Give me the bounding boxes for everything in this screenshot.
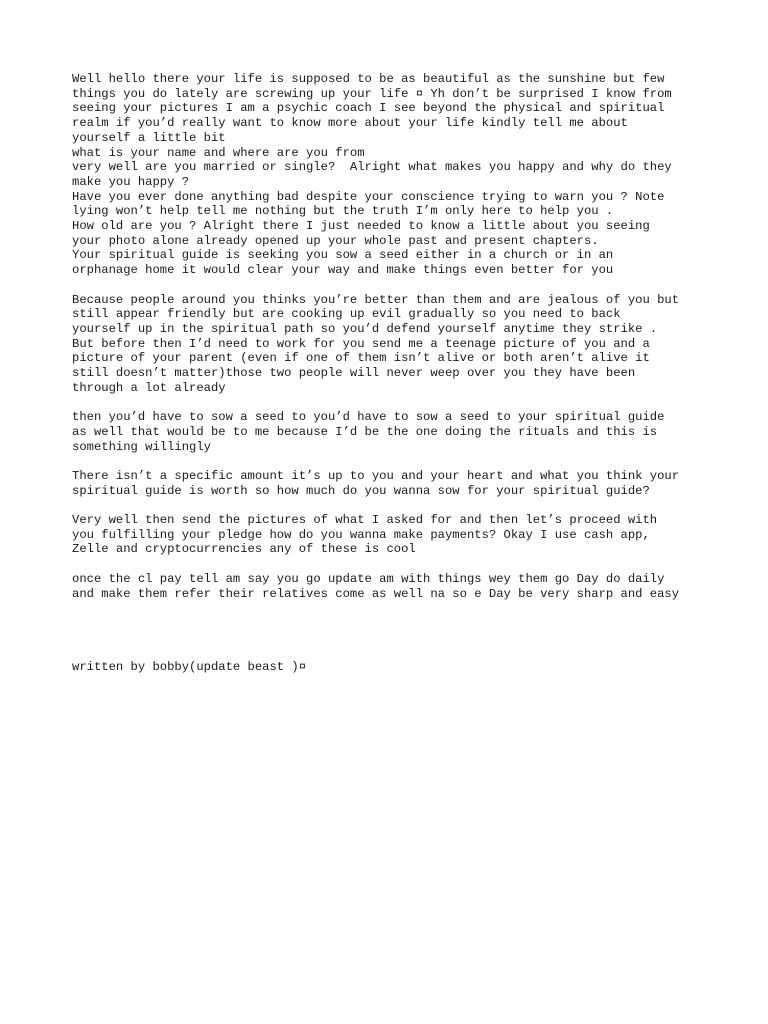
blank-space <box>72 616 732 660</box>
text-line: your photo alone already opened up your whole past and present chapters. <box>72 233 599 248</box>
text-line: Well hello there your life is supposed to be as beautiful as the sunshine but few <box>72 72 665 86</box>
document-page <box>72 72 732 689</box>
text-line: what is your name and where are you from <box>72 145 365 160</box>
text-line: picture of your parent (even if one of them isn’t alive or both aren’t alive it <box>72 351 650 366</box>
text-line: still appear friendly but are cooking up evil gradually so you need to back <box>72 307 621 322</box>
text-line: still doesn’t matter)those two people will never weep over you they have been <box>72 366 636 381</box>
text-line: seeing your pictures I am a psychic coach I see beyond the physical and spiritual <box>72 101 665 116</box>
text-line: There isn’t a specific amount it’s up to you and your heart and what you think your <box>72 468 680 483</box>
signature-line: written by bobby(update beast )¤ <box>72 659 307 674</box>
text-line: you fulfilling your pledge how do you wanna make payments? Okay I use cash app, <box>72 527 650 542</box>
text-line: things you do lately are screwing up your life ¤ Yh don’t be surprised I know from <box>72 86 672 101</box>
signature <box>72 660 732 675</box>
text-line: as well that would be to me because I’d be the one doing the rituals and this is <box>72 424 658 439</box>
paragraph-intro <box>72 72 732 278</box>
paragraph-seed <box>72 410 732 454</box>
text-line: But before then I’d need to work for you send me a teenage picture of you and a <box>72 336 650 351</box>
text-line: orphanage home it would clear your way and make things even better for you <box>72 263 614 278</box>
text-line: through a lot already <box>72 380 226 395</box>
text-line: yourself up in the spiritual path so you’d defend yourself anytime they strike . <box>72 321 658 336</box>
text-line: How old are you ? Alright there I just needed to know a little about you seeing <box>72 219 650 234</box>
text-line: then you’d have to sow a seed to you’d have to sow a seed to your spiritual guide <box>72 410 665 425</box>
paragraph-jealousy <box>72 293 732 396</box>
text-line: lying won’t help tell me nothing but the truth I’m only here to help you . <box>72 204 614 219</box>
text-line: Your spiritual guide is seeking you sow a seed either in a church or in an <box>72 248 614 263</box>
paragraph-payment <box>72 513 732 557</box>
text-line: Have you ever done anything bad despite your conscience trying to warn you ? Note <box>72 189 665 204</box>
text-line: yourself a little bit <box>72 130 226 145</box>
paragraph-update <box>72 572 732 601</box>
text-line: spiritual guide is worth so how much do you wanna sow for your spiritual guide? <box>72 483 650 498</box>
text-line: very well are you married or single? Alright what makes you happy and why do they <box>72 160 672 175</box>
text-line: Zelle and cryptocurrencies any of these is cool <box>72 542 416 557</box>
text-line: once the cl pay tell am say you go update am with things wey them go Day do daily <box>72 571 665 586</box>
paragraph-amount <box>72 469 732 498</box>
text-line: and make them refer their relatives come as well na so e Day be very sharp and easy <box>72 586 680 601</box>
text-line: something willingly <box>72 439 211 454</box>
text-line: make you happy ? <box>72 174 190 189</box>
text-line: Very well then send the pictures of what I asked for and then let’s proceed with <box>72 513 658 528</box>
text-line: realm if you’d really want to know more about your life kindly tell me about <box>72 116 628 131</box>
text-line: Because people around you thinks you’re better than them and are jealous of you but <box>72 292 680 307</box>
